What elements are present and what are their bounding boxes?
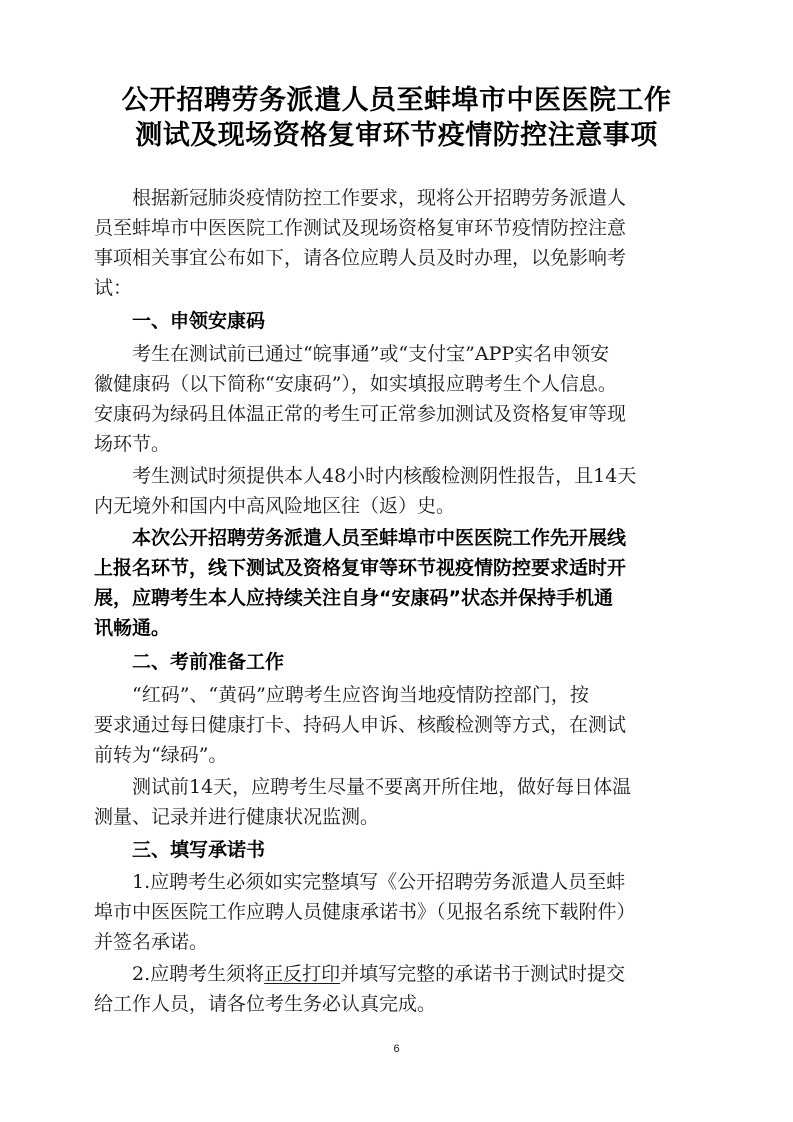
section3-item2-suffix: 并填写完整的承诺书于测试时提交	[340, 963, 626, 985]
section1-para1-line: 安康码为绿码且体温正常的考生可正常参加测试及资格复审等现	[94, 403, 627, 425]
document-title-line-2: 测试及现场资格复审环节疫情防控注意事项	[135, 120, 658, 151]
section2-para2-line: 测量、记录并进行健康状况监测。	[94, 806, 380, 828]
section1-para2-line: 考生测试时须提供本人48小时内核酸检测阴性报告，且14天	[132, 465, 637, 487]
section3-item2-prefix: 2.应聘考生须将	[132, 963, 265, 985]
section3-item2-underlined: 正反打印	[264, 963, 341, 985]
section3-item2-line-2: 给工作人员，请各位考生务必认真完成。	[94, 993, 437, 1015]
intro-line: 根据新冠肺炎疫情防控工作要求，现将公开招聘劳务派遣人	[132, 187, 627, 209]
section-heading-1: 一、申领安康码	[132, 310, 266, 332]
section1-bold-line: 上报名环节，线下测试及资格复审等环节视疫情防控要求适时开	[94, 557, 627, 579]
document-title-line-1: 公开招聘劳务派遣人员至蚌埠市中医医院工作	[121, 85, 672, 116]
section2-para1-line: 要求通过每日健康打卡、持码人申诉、核酸检测等方式，在测试	[94, 714, 627, 736]
section3-item1-line: 埠市中医医院工作应聘人员健康承诺书》（见报名系统下载附件）	[94, 901, 636, 923]
intro-line: 员至蚌埠市中医医院工作测试及现场资格复审环节疫情防控注意	[94, 217, 627, 239]
section1-para1-line: 场环节。	[94, 433, 171, 455]
intro-line: 试：	[94, 277, 133, 299]
section1-para2-line: 内无境外和国内中高风险地区往（返）史。	[94, 495, 456, 517]
section2-para1-line: “红码”、“黄码”应聘考生应咨询当地疫情防控部门，按	[132, 684, 589, 706]
section3-item1-line: 1.应聘考生必须如实完整填写《公开招聘劳务派遣人员至蚌	[132, 871, 626, 893]
page-number: 6	[393, 1043, 400, 1055]
section2-para2-line: 测试前14天，应聘考生尽量不要离开所住地，做好每日体温	[132, 776, 632, 798]
section2-para1-line: 前转为“绿码”。	[94, 744, 228, 766]
section3-item2-line	[132, 962, 625, 986]
section1-bold-line: 展，应聘考生本人应持续关注自身“安康码”状态并保持手机通	[94, 587, 613, 609]
section1-para1-line: 考生在测试前已通过“皖事通”或“支付宝”APP实名申领安	[132, 343, 610, 365]
section-heading-2: 二、考前准备工作	[132, 651, 285, 673]
intro-line: 事项相关事宜公布如下，请各位应聘人员及时办理，以免影响考	[94, 247, 627, 269]
section1-bold-line: 讯畅通。	[94, 617, 171, 639]
section-heading-3: 三、填写承诺书	[132, 839, 266, 861]
section1-bold-line: 本次公开招聘劳务派遣人员至蚌埠市中医医院工作先开展线	[132, 527, 627, 549]
section1-para1-line: 徽健康码（以下简称“安康码”），如实填报应聘考生个人信息。	[94, 373, 617, 395]
section3-item1-line: 并签名承诺。	[94, 931, 209, 953]
